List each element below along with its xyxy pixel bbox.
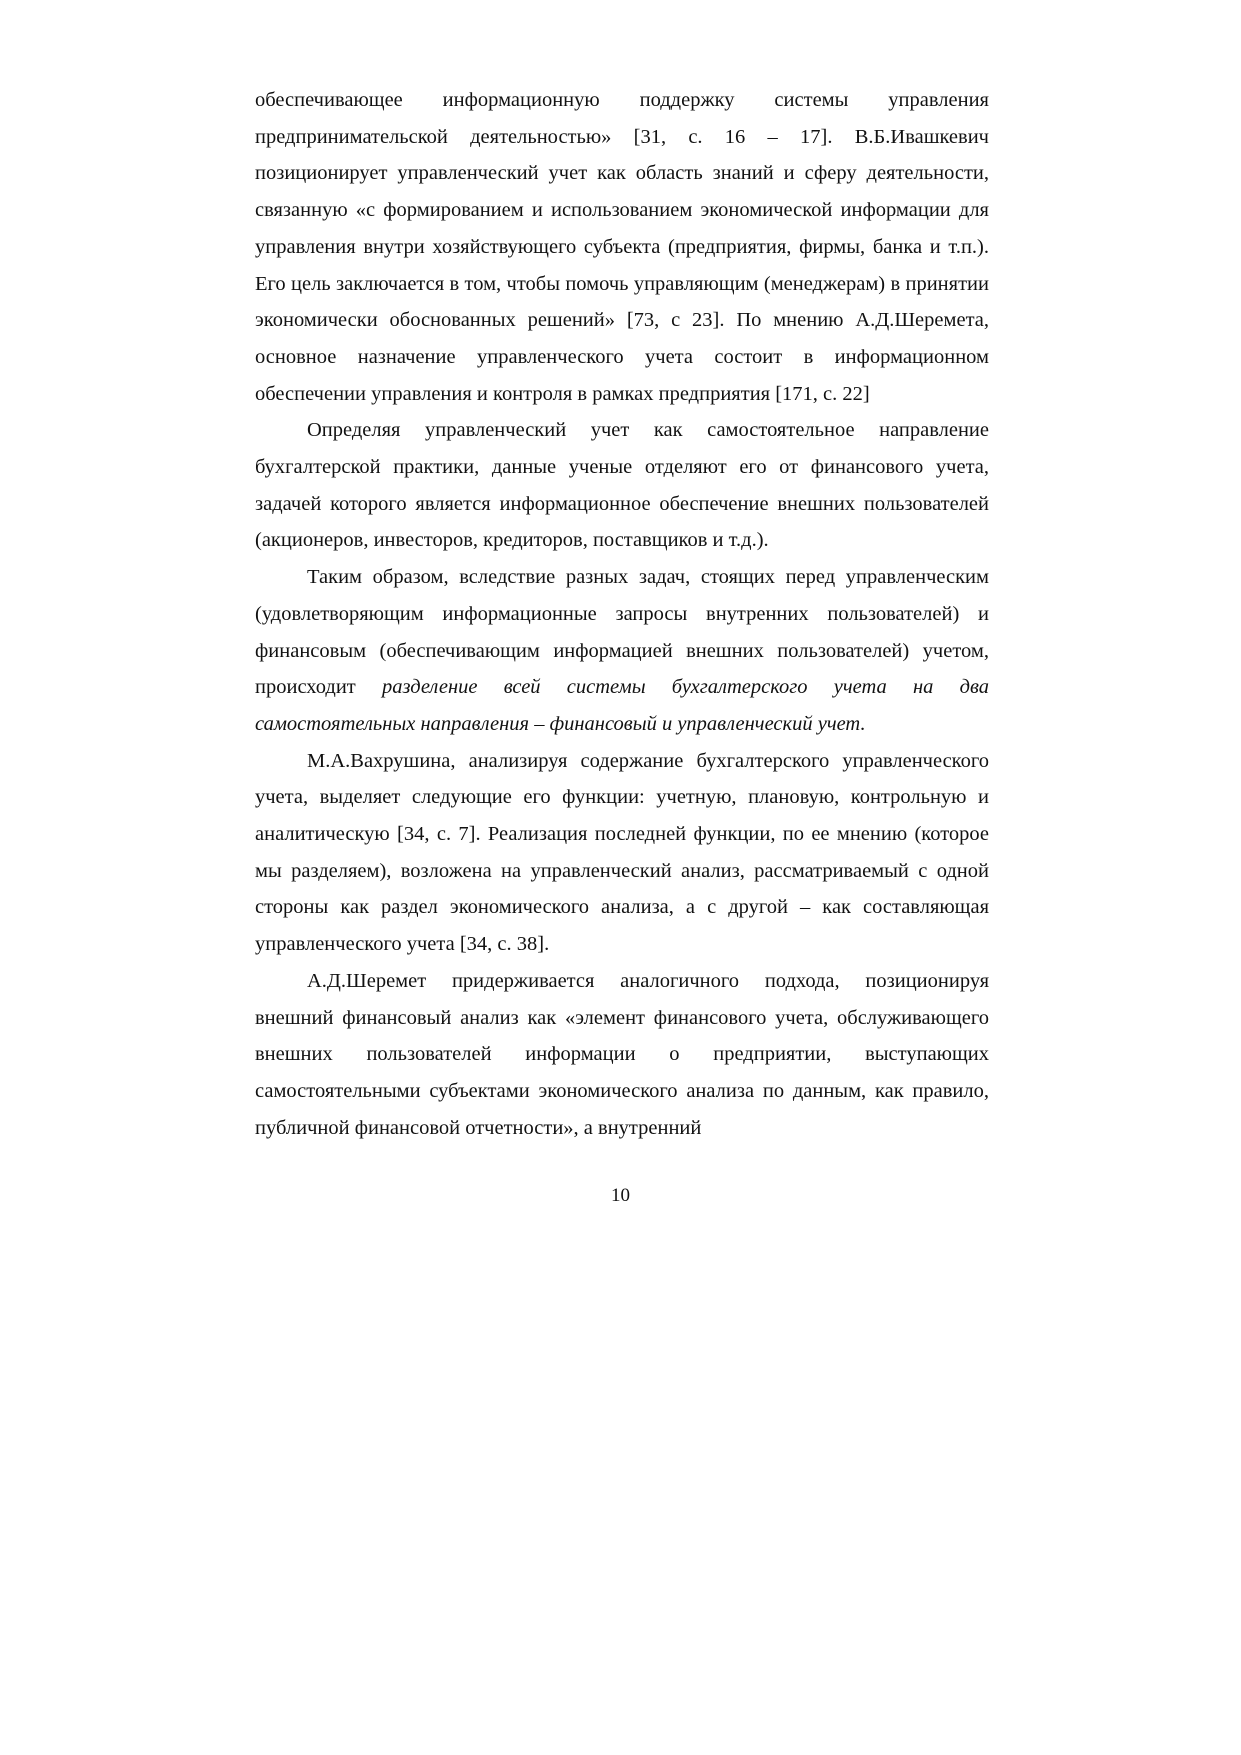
- paragraph: [255, 963, 989, 1147]
- paragraph: [255, 743, 989, 963]
- paragraph-text: обеспечивающее информационную поддержку системы управления предпринимательской деятельностью» [31, с. 16 – 17]. В.Б.Ивашкевич позиционирует управленческий учет как область знаний и сферу деятельности, связанную «с формированием и использованием экономической информации для управления внутри хозяйствующего субъекта (предприятия, фирмы, банка и т.п.). Его цель заключается в том, чтобы помочь управляющим (менеджерам) в принятии экономически обоснованных решений» [73, с 23]. По мнению А.Д.Шеремета, основное назначение управленческого учета состоит в информационном обеспечении управления и контроля в рамках предприятия [171, с. 22]: [255, 89, 989, 405]
- paragraph: [255, 559, 989, 743]
- paragraph-text: М.А.Вахрушина, анализируя содержание бухгалтерского управленческого учета, выделяет следующие его функции: учетную, плановую, контрольную и аналитическую [34, с. 7]. Реализация последней функции, по ее мнению (которое мы разделяем), возложена на управленческий анализ, рассматриваемый с одной стороны как раздел экономического анализа, а с другой – как составляющая управленческого учета [34, с. 38].: [255, 749, 989, 956]
- paragraph-text: Таким образом, вследствие разных задач, стоящих перед управленческим (удовлетворяющим информационные запросы внутренних пользователей) и финансовым (обеспечивающим информацией внешних пользователей) учетом, происходит: [255, 566, 989, 699]
- paragraph-text: А.Д.Шеремет придерживается аналогичного подхода, позиционируя внешний финансовый анализ как «элемент финансового учета, обслуживающего внешних пользователей информации о предприятии, выступающих самостоятельными субъектами экономического анализа по данным, как правило, публичной финансовой отчетности», а внутренний: [255, 969, 989, 1139]
- emphasized-text: разделение всей системы бухгалтерского учета на два самостоятельных направления – финансовый и управленческий учет.: [255, 676, 990, 735]
- body-text: [255, 82, 989, 1146]
- paragraph: [255, 82, 989, 412]
- paragraph-text: Определяя управленческий учет как самостоятельное направление бухгалтерской практики, данные ученые отделяют его от финансового учета, задачей которого является информационное обеспечение внешних пользователей (акционеров, инвесторов, кредиторов, поставщиков и т.д.).: [255, 419, 989, 552]
- page-number: 10: [611, 1185, 630, 1206]
- paragraph: [255, 412, 989, 559]
